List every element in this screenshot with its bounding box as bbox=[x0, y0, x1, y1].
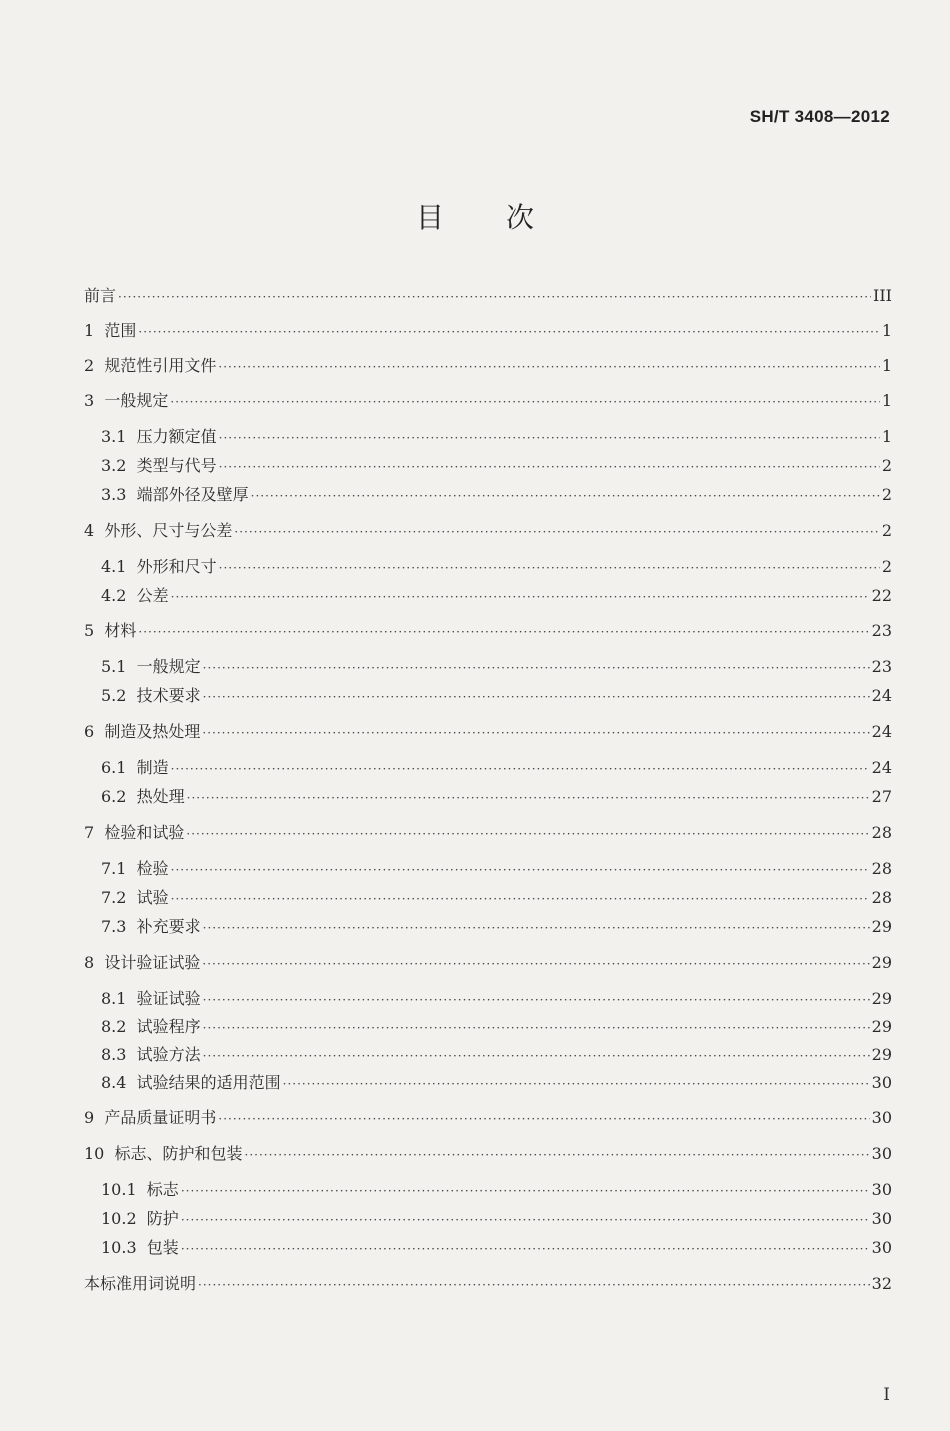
toc-leader-dots bbox=[118, 284, 871, 310]
toc-entry-number: 8.3 bbox=[101, 1045, 137, 1064]
toc-entry-label: 一般规定 bbox=[136, 657, 201, 676]
toc-entry-number: 7.3 bbox=[101, 917, 137, 936]
toc-entry-number: 1 bbox=[84, 321, 105, 340]
toc-entry[interactable] bbox=[101, 885, 892, 911]
toc-leader-dots bbox=[203, 987, 870, 1013]
toc-entry-number: 9 bbox=[84, 1108, 105, 1127]
toc-entry-page: 30 bbox=[871, 1073, 892, 1092]
standard-code: SH/T 3408—2012 bbox=[749, 107, 890, 126]
toc-entry-number: 2 bbox=[84, 356, 105, 375]
toc-leader-dots bbox=[234, 519, 879, 545]
toc-entry-page: 30 bbox=[871, 1180, 892, 1199]
toc-entry-label: 制造及热处理 bbox=[104, 722, 201, 741]
toc-leader-dots bbox=[187, 785, 870, 811]
toc-leader-dots bbox=[219, 454, 880, 480]
toc-entry-label: 外形和尺寸 bbox=[136, 557, 217, 576]
toc-entry[interactable] bbox=[101, 755, 892, 781]
toc-leader-dots bbox=[203, 684, 870, 710]
toc-entry-number: 4.2 bbox=[101, 586, 137, 605]
toc-entry-page: 24 bbox=[871, 686, 892, 705]
toc-leader-dots bbox=[171, 886, 870, 912]
toc-entry[interactable] bbox=[101, 482, 892, 508]
toc-entry[interactable] bbox=[84, 353, 892, 379]
toc-entry-number: 3.2 bbox=[101, 456, 137, 475]
toc-leader-dots bbox=[219, 555, 880, 581]
toc-leader-dots bbox=[181, 1178, 870, 1204]
toc-entry[interactable] bbox=[101, 654, 892, 680]
toc-entry-page: 1 bbox=[881, 356, 892, 375]
toc-leader-dots bbox=[203, 655, 870, 681]
toc-entry-page: 23 bbox=[871, 657, 892, 676]
toc-leader-dots bbox=[203, 1043, 870, 1069]
toc-entry-label: 本标准用词说明 bbox=[84, 1274, 197, 1293]
toc-leader-dots bbox=[245, 1142, 870, 1168]
toc-entry[interactable] bbox=[101, 683, 892, 709]
toc-entry-page: 29 bbox=[871, 1017, 892, 1036]
toc-entry-label: 范围 bbox=[104, 321, 137, 340]
page-title: 目次 bbox=[415, 201, 596, 234]
toc-entry-page: 24 bbox=[871, 758, 892, 777]
toc-entry-number: 5 bbox=[84, 621, 105, 640]
toc-entry-number: 10.3 bbox=[101, 1238, 147, 1257]
toc-entry-label: 检验 bbox=[136, 859, 169, 878]
toc-entry-number: 10.1 bbox=[101, 1180, 147, 1199]
toc-leader-dots bbox=[219, 425, 880, 451]
toc-entry-label: 产品质量证明书 bbox=[104, 1108, 217, 1127]
toc-entry-label: 试验方法 bbox=[136, 1045, 201, 1064]
toc-entry-page: 28 bbox=[871, 823, 892, 842]
toc-entry-label: 防护 bbox=[146, 1209, 179, 1228]
toc-entry-number: 3.1 bbox=[101, 427, 137, 446]
toc-leader-dots bbox=[218, 354, 879, 380]
toc-entry[interactable] bbox=[101, 784, 892, 810]
toc-entry-label: 公差 bbox=[136, 586, 169, 605]
toc-entry[interactable] bbox=[84, 1141, 892, 1167]
toc-entry-label: 一般规定 bbox=[104, 391, 169, 410]
toc-entry-page: 1 bbox=[881, 391, 892, 410]
toc-entry[interactable] bbox=[101, 1014, 892, 1040]
toc-entry-page: 22 bbox=[871, 586, 892, 605]
toc-entry-number: 3.3 bbox=[101, 485, 137, 504]
toc-entry-number: 7.2 bbox=[101, 888, 137, 907]
toc-entry[interactable] bbox=[101, 1206, 892, 1232]
toc-entry-page: 30 bbox=[871, 1144, 892, 1163]
toc-entry-number: 4 bbox=[84, 521, 105, 540]
toc-entry-page: 29 bbox=[871, 953, 892, 972]
toc-entry-number: 7 bbox=[84, 823, 105, 842]
toc-entry-label: 技术要求 bbox=[136, 686, 201, 705]
toc-entry-page: 30 bbox=[871, 1209, 892, 1228]
toc-entry[interactable] bbox=[101, 554, 892, 580]
toc-entry[interactable] bbox=[84, 518, 892, 544]
toc-entry[interactable] bbox=[84, 820, 892, 846]
toc-entry-number: 6.1 bbox=[101, 758, 137, 777]
toc-entry-label: 试验结果的适用范围 bbox=[136, 1073, 281, 1092]
toc-entry[interactable] bbox=[101, 914, 892, 940]
toc-entry-label: 规范性引用文件 bbox=[104, 356, 217, 375]
toc-entry-label: 端部外径及壁厚 bbox=[136, 485, 249, 504]
toc-entry-number: 6 bbox=[84, 722, 105, 741]
toc-leader-dots bbox=[251, 483, 880, 509]
toc-entry-label: 试验 bbox=[136, 888, 169, 907]
toc-entry[interactable] bbox=[101, 424, 892, 450]
toc-entry-page: 29 bbox=[871, 1045, 892, 1064]
toc-entry-number: 8.1 bbox=[101, 989, 137, 1008]
toc-entry-number: 7.1 bbox=[101, 859, 137, 878]
toc-entry-label: 试验程序 bbox=[136, 1017, 201, 1036]
toc-entry[interactable] bbox=[84, 618, 892, 644]
toc-entry-page: 29 bbox=[871, 917, 892, 936]
toc-leader-dots bbox=[202, 951, 869, 977]
toc-leader-dots bbox=[203, 1015, 870, 1041]
toc-entry-page: 30 bbox=[871, 1238, 892, 1257]
toc-entry-label: 设计验证试验 bbox=[104, 953, 201, 972]
toc-entry-page: 2 bbox=[881, 521, 892, 540]
toc-entry[interactable] bbox=[101, 986, 892, 1012]
toc-entry-label: 包装 bbox=[146, 1238, 179, 1257]
toc-entry-page: 30 bbox=[871, 1108, 892, 1127]
toc-entry[interactable] bbox=[84, 719, 892, 745]
toc-entry-page: 23 bbox=[871, 621, 892, 640]
toc-entry[interactable] bbox=[84, 1105, 892, 1131]
toc-entry[interactable] bbox=[101, 1235, 892, 1261]
toc-entry-page: 1 bbox=[881, 321, 892, 340]
toc-entry-number: 8.2 bbox=[101, 1017, 137, 1036]
toc-entry[interactable] bbox=[84, 318, 892, 344]
toc-entry-label: 标志 bbox=[146, 1180, 179, 1199]
toc-leader-dots bbox=[138, 619, 869, 645]
toc-entry-page: 1 bbox=[881, 427, 892, 446]
toc-leader-dots bbox=[283, 1071, 870, 1097]
toc-entry-label: 验证试验 bbox=[136, 989, 201, 1008]
toc-entry[interactable] bbox=[84, 950, 892, 976]
toc-entry-page: 2 bbox=[881, 456, 892, 475]
toc-entry-number: 8 bbox=[84, 953, 105, 972]
toc-entry-label: 热处理 bbox=[136, 787, 185, 806]
toc-entry-label: 压力额定值 bbox=[136, 427, 217, 446]
toc-leader-dots bbox=[138, 319, 879, 345]
toc-leader-dots bbox=[202, 720, 869, 746]
toc-entry-label: 前言 bbox=[84, 286, 117, 305]
toc-leader-dots bbox=[181, 1236, 870, 1262]
toc-entry-label: 检验和试验 bbox=[104, 823, 185, 842]
toc-entry-number: 4.1 bbox=[101, 557, 137, 576]
toc-entry-page: 28 bbox=[871, 888, 892, 907]
toc-entry-number: 10.2 bbox=[101, 1209, 147, 1228]
toc-leader-dots bbox=[171, 857, 870, 883]
toc-entry[interactable] bbox=[101, 583, 892, 609]
toc-entry[interactable] bbox=[101, 1070, 892, 1096]
toc-entry-label: 补充要求 bbox=[136, 917, 201, 936]
toc-entry[interactable] bbox=[84, 283, 892, 309]
toc-entry-number: 6.2 bbox=[101, 787, 137, 806]
toc-entry-label: 材料 bbox=[104, 621, 137, 640]
toc-entry-label: 制造 bbox=[136, 758, 169, 777]
toc-entry-number: 3 bbox=[84, 391, 105, 410]
toc-entry[interactable] bbox=[84, 388, 892, 414]
toc-leader-dots bbox=[170, 389, 879, 415]
toc-entry-number: 5.2 bbox=[101, 686, 137, 705]
toc-entry-page: 28 bbox=[871, 859, 892, 878]
toc-entry-number: 10 bbox=[84, 1144, 115, 1163]
toc-entry[interactable] bbox=[101, 856, 892, 882]
toc-entry-page: 32 bbox=[871, 1274, 892, 1293]
toc-entry[interactable] bbox=[101, 453, 892, 479]
page-number: I bbox=[883, 1385, 890, 1405]
toc-entry-page: 27 bbox=[871, 787, 892, 806]
toc-entry[interactable] bbox=[101, 1177, 892, 1203]
toc-entry[interactable] bbox=[84, 1271, 892, 1297]
toc-entry-label: 类型与代号 bbox=[136, 456, 217, 475]
toc-entry-page: 24 bbox=[871, 722, 892, 741]
toc-entry-label: 标志、防护和包装 bbox=[114, 1144, 243, 1163]
toc-entry-label: 外形、尺寸与公差 bbox=[104, 521, 233, 540]
toc-entry-page: III bbox=[873, 286, 892, 305]
toc-leader-dots bbox=[181, 1207, 870, 1233]
toc-leader-dots bbox=[198, 1272, 870, 1298]
toc-leader-dots bbox=[203, 915, 870, 941]
toc-entry-page: 29 bbox=[871, 989, 892, 1008]
toc-entry-page: 2 bbox=[881, 485, 892, 504]
toc-leader-dots bbox=[171, 584, 870, 610]
toc-leader-dots bbox=[186, 821, 869, 847]
toc-leader-dots bbox=[171, 756, 870, 782]
toc-entry-number: 8.4 bbox=[101, 1073, 137, 1092]
toc-entry-page: 2 bbox=[881, 557, 892, 576]
toc-entry-number: 5.1 bbox=[101, 657, 137, 676]
toc-entry[interactable] bbox=[101, 1042, 892, 1068]
toc-leader-dots bbox=[218, 1106, 869, 1132]
